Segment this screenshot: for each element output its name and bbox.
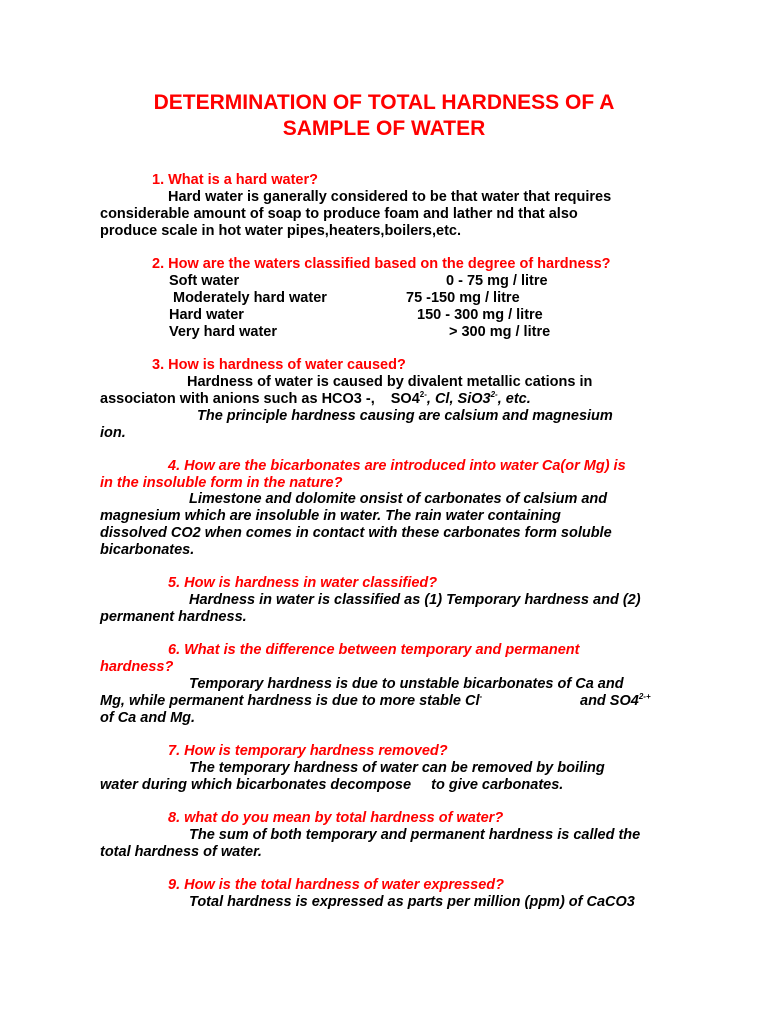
superscript: - — [479, 692, 483, 701]
question-8: 8. what do you mean by total hardness of water? — [168, 810, 504, 826]
answer-7-line-1: The temporary hardness of water can be removed by boiling — [189, 760, 605, 776]
hardness-class-hard: Hard water — [169, 307, 244, 323]
question-5: 5. How is hardness in water classified? — [168, 575, 438, 591]
question-7: 7. How is temporary hardness removed? — [168, 743, 448, 759]
question-4-line-1: 4. How are the bicarbonates are introduced into water Ca(or Mg) is — [168, 458, 626, 474]
answer-6-line-3: of Ca and Mg. — [100, 710, 196, 726]
answer-3-line-2-part-b: SO4 — [390, 391, 420, 407]
question-6-line-1: 6. What is the difference between temporary and permanent — [168, 642, 580, 658]
question-1: 1. What is a hard water? — [152, 172, 318, 188]
superscript: 2- — [490, 390, 498, 399]
answer-3-line-1: Hardness of water is caused by divalent metallic cations in — [187, 374, 593, 390]
answer-6-line-2-text: Mg, while permanent hardness is due to more stable Cl — [100, 693, 480, 709]
answer-6-line-2-part-b — [580, 693, 651, 710]
answer-4-line-2: magnesium which are insoluble in water. The rain water containing — [100, 508, 561, 524]
superscript: 2- — [419, 390, 427, 399]
question-3: 3. How is hardness of water caused? — [152, 357, 406, 373]
question-4-line-2: in the insoluble form in the nature? — [100, 475, 343, 491]
question-2: 2. How are the waters classified based on the degree of hardness? — [152, 256, 611, 272]
answer-6-line-2-part-a — [100, 693, 482, 710]
question-6-line-2: hardness? — [100, 659, 174, 675]
answer-8-line-1: The sum of both temporary and permanent hardness is called the — [189, 827, 641, 843]
answer-5-line-2: permanent hardness. — [100, 609, 247, 625]
answer-1-line-2: considerable amount of soap to produce foam and lather nd that also — [100, 206, 578, 222]
answer-9: Total hardness is expressed as parts per million (ppm) of CaCO3 — [189, 894, 635, 910]
answer-3-line-2-part-d: , etc. — [497, 391, 531, 407]
answer-3-line-4: ion. — [100, 425, 126, 441]
answer-1-line-3: produce scale in hot water pipes,heaters,boilers,etc. — [100, 223, 462, 239]
hardness-class-very-hard: Very hard water — [169, 324, 277, 340]
hardness-class-soft: Soft water — [169, 273, 240, 289]
answer-6-line-2-so4: and SO4 — [580, 693, 639, 709]
superscript: 2-+ — [638, 692, 651, 701]
answer-3-line-2-part-c: , Cl, SiO3 — [426, 391, 491, 407]
answer-1-line-1: Hard water is ganerally considered to be that water that requires — [168, 189, 612, 205]
answer-4-line-4: bicarbonates. — [100, 542, 195, 558]
answer-5-line-1: Hardness in water is classified as (1) Temporary hardness and (2) — [189, 592, 641, 608]
answer-4-line-3: dissolved CO2 when comes in contact with these carbonates form soluble — [100, 525, 612, 541]
question-9: 9. How is the total hardness of water expressed? — [168, 877, 505, 893]
answer-6-line-1: Temporary hardness is due to unstable bicarbonates of Ca and — [189, 676, 624, 692]
answer-3-line-2-part-a: associaton with anions such as HCO3 -, — [100, 391, 375, 407]
answer-8-line-2: total hardness of water. — [100, 844, 262, 860]
answer-4-line-1: Limestone and dolomite onsist of carbonates of calsium and — [189, 491, 608, 507]
hardness-range-hard: 150 - 300 mg / litre — [417, 307, 543, 323]
hardness-class-moderate: Moderately hard water — [173, 290, 327, 306]
page-title-line-1: DETERMINATION OF TOTAL HARDNESS OF A — [153, 91, 615, 114]
hardness-range-very-hard: > 300 mg / litre — [449, 324, 551, 340]
hardness-range-soft: 0 - 75 mg / litre — [446, 273, 548, 289]
answer-7-line-2: water during which bicarbonates decompose to give carbonates. — [100, 777, 564, 793]
answer-3-line-2 — [100, 391, 531, 408]
hardness-range-moderate: 75 -150 mg / litre — [406, 290, 520, 306]
answer-3-line-3: The principle hardness causing are calsium and magnesium — [197, 408, 613, 424]
page-title-line-2: SAMPLE OF WATER — [282, 117, 486, 140]
